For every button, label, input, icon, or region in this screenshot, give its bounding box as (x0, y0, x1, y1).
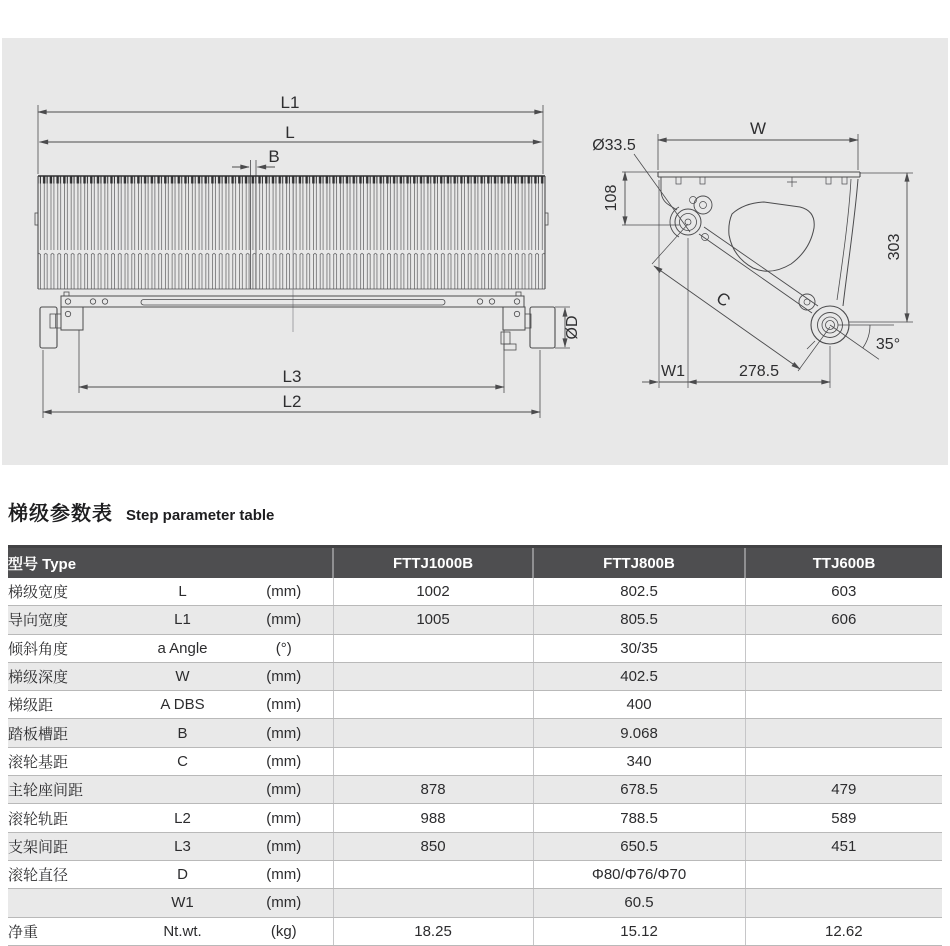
row-symbol-text: L1 (174, 611, 191, 629)
value-fttj1000b (333, 776, 533, 804)
section-title-en: Step parameter table (126, 507, 275, 524)
row-symbol-text: L (178, 583, 187, 601)
front-view (35, 105, 570, 418)
value-text: 788.5 (620, 809, 658, 827)
row-unit (235, 691, 333, 719)
dim-label-dia335: Ø33.5 (592, 137, 636, 154)
value-text: 1005 (416, 611, 450, 629)
row-label (8, 606, 130, 634)
value-ttj600b (745, 889, 942, 917)
dim-label-l3: L3 (282, 367, 302, 386)
value-text: 402.5 (620, 668, 658, 686)
value-ttj600b (745, 578, 942, 606)
row-symbol (130, 578, 235, 606)
step-technical-drawing (2, 38, 948, 465)
value-ttj600b (745, 691, 942, 719)
value-fttj800b (533, 634, 745, 662)
value-fttj1000b (333, 691, 533, 719)
value-fttj1000b (333, 832, 533, 860)
model-header-ttj600b: TTJ600B (745, 547, 942, 579)
value-ttj600b (745, 606, 942, 634)
value-text: 9.068 (620, 724, 658, 742)
type-header: 型号 Type (8, 547, 333, 579)
value-fttj800b (533, 832, 745, 860)
row-symbol-text: B (177, 724, 188, 742)
dim-label-l2: L2 (282, 392, 302, 411)
row-unit (235, 634, 333, 662)
dim-label-l1: L1 (280, 93, 300, 112)
drawing-panel (2, 38, 948, 465)
row-symbol (130, 832, 235, 860)
value-fttj800b (533, 804, 745, 832)
table-row (8, 691, 942, 719)
table-row (8, 747, 942, 775)
row-symbol-text: A DBS (160, 696, 205, 714)
table-row (8, 860, 942, 888)
row-label (8, 578, 130, 606)
row-symbol (130, 719, 235, 747)
row-symbol (130, 776, 235, 804)
row-label-text: 滚轮基距 (8, 753, 69, 771)
value-text: 678.5 (620, 781, 658, 799)
row-symbol-text: L2 (174, 809, 191, 827)
value-text: Φ80/Φ76/Φ70 (591, 866, 687, 884)
row-unit (235, 804, 333, 832)
table-row (8, 776, 942, 804)
row-symbol-text: W1 (171, 894, 194, 912)
value-fttj1000b (333, 634, 533, 662)
value-text: 878 (420, 781, 446, 799)
row-label (8, 719, 130, 747)
row-unit-text: (mm) (266, 668, 302, 686)
value-fttj1000b (333, 917, 533, 945)
row-symbol-text: C (177, 752, 188, 770)
model-header-fttj800b: FTTJ800B (533, 547, 745, 579)
row-unit-text: (mm) (266, 724, 302, 742)
row-symbol (130, 606, 235, 634)
dim-label-b: B (268, 147, 280, 166)
row-label-text: 梯级深度 (8, 669, 69, 687)
value-text: 451 (831, 837, 857, 855)
dim-label-l: L (285, 123, 295, 142)
value-text: 30/35 (620, 639, 658, 657)
dim-label-35deg: 35° (875, 336, 901, 353)
row-unit-text: (mm) (266, 611, 302, 629)
table-row (8, 606, 942, 634)
row-label-text: 梯级宽度 (8, 584, 69, 602)
value-fttj800b (533, 719, 745, 747)
row-unit (235, 917, 333, 945)
row-label-text: 净重 (8, 923, 39, 941)
value-ttj600b (745, 776, 942, 804)
value-ttj600b (745, 917, 942, 945)
dim-label-2785: 278.5 (738, 363, 780, 380)
dim-label-od: ØD (564, 315, 581, 340)
row-unit-text: (mm) (266, 696, 302, 714)
table-body (8, 578, 942, 945)
row-unit (235, 832, 333, 860)
value-text: 805.5 (620, 611, 658, 629)
value-fttj800b (533, 662, 745, 690)
row-unit-text: (°) (275, 639, 292, 657)
value-text: 1002 (416, 583, 450, 601)
side-view (622, 134, 913, 388)
row-unit (235, 889, 333, 917)
value-text: 15.12 (620, 922, 658, 940)
row-symbol-text: L3 (174, 837, 191, 855)
section-title-zh: 梯级参数表 (8, 503, 113, 525)
row-label-text: 梯级距 (8, 697, 54, 715)
row-unit-text: (mm) (266, 866, 302, 884)
row-label (8, 917, 130, 945)
table-row (8, 804, 942, 832)
table-row (8, 832, 942, 860)
table-row (8, 889, 942, 917)
value-text: 988 (420, 809, 446, 827)
row-unit-text: (mm) (266, 781, 302, 799)
row-unit-text: (kg) (270, 922, 297, 940)
value-fttj800b (533, 776, 745, 804)
row-label-text: 主轮座间距 (8, 782, 84, 800)
row-label (8, 747, 130, 775)
row-symbol (130, 860, 235, 888)
row-label-text: 倾斜角度 (8, 640, 69, 658)
row-label (8, 662, 130, 690)
row-label (8, 804, 130, 832)
row-symbol-text: Nt.wt. (163, 922, 202, 940)
value-fttj800b (533, 691, 745, 719)
dim-label-c: C (712, 288, 734, 311)
value-fttj800b (533, 606, 745, 634)
value-fttj1000b (333, 662, 533, 690)
value-text: 606 (831, 611, 857, 629)
row-label-text: 导向宽度 (8, 612, 69, 630)
table-row (8, 634, 942, 662)
value-fttj1000b (333, 804, 533, 832)
row-label (8, 634, 130, 662)
value-text: 60.5 (624, 894, 654, 912)
row-unit-text: (mm) (266, 809, 302, 827)
value-text: 340 (626, 752, 652, 770)
row-label (8, 776, 130, 804)
row-symbol-text: a Angle (157, 639, 208, 657)
step-parameter-table (8, 545, 942, 946)
value-fttj1000b (333, 889, 533, 917)
value-ttj600b (745, 832, 942, 860)
value-ttj600b (745, 719, 942, 747)
row-unit (235, 578, 333, 606)
value-fttj1000b (333, 719, 533, 747)
row-unit-text: (mm) (266, 752, 302, 770)
model-header-fttj1000b: FTTJ1000B (333, 547, 533, 579)
value-fttj800b (533, 889, 745, 917)
table-row (8, 719, 942, 747)
value-text: 12.62 (825, 922, 863, 940)
value-fttj1000b (333, 578, 533, 606)
dim-label-303: 303 (886, 233, 903, 261)
row-unit (235, 747, 333, 775)
value-ttj600b (745, 747, 942, 775)
row-symbol (130, 747, 235, 775)
table-row (8, 578, 942, 606)
value-ttj600b (745, 860, 942, 888)
table-row (8, 917, 942, 945)
value-fttj1000b (333, 747, 533, 775)
table-row (8, 662, 942, 690)
row-label-text: 滚轮轨距 (8, 810, 69, 828)
value-fttj1000b (333, 860, 533, 888)
value-ttj600b (745, 634, 942, 662)
value-fttj800b (533, 917, 745, 945)
row-label-text: 踏板槽距 (8, 725, 69, 743)
row-label (8, 832, 130, 860)
value-fttj800b (533, 747, 745, 775)
row-symbol (130, 662, 235, 690)
dim-label-w1: W1 (661, 363, 685, 380)
dim-label-w: W (749, 119, 767, 138)
side-view-labels (592, 119, 903, 380)
dim-label-108: 108 (603, 184, 620, 212)
value-ttj600b (745, 804, 942, 832)
row-unit (235, 860, 333, 888)
value-text: 802.5 (620, 583, 658, 601)
row-label-text: 支架间距 (8, 838, 69, 856)
value-text: 603 (831, 583, 857, 601)
row-label (8, 860, 130, 888)
row-symbol (130, 917, 235, 945)
row-symbol-text: D (177, 866, 188, 884)
row-label (8, 889, 130, 917)
value-text: 400 (626, 696, 652, 714)
row-symbol (130, 691, 235, 719)
row-unit-text: (mm) (266, 583, 302, 601)
row-unit-text: (mm) (266, 837, 302, 855)
value-text: 479 (831, 781, 857, 799)
row-unit (235, 776, 333, 804)
value-text: 850 (420, 837, 446, 855)
row-label (8, 691, 130, 719)
value-fttj1000b (333, 606, 533, 634)
value-text: 589 (831, 809, 857, 827)
row-unit (235, 662, 333, 690)
row-symbol-text: W (175, 668, 190, 686)
value-ttj600b (745, 662, 942, 690)
section-title (8, 497, 274, 526)
row-unit-text: (mm) (266, 894, 302, 912)
row-unit (235, 606, 333, 634)
row-label-text: 滚轮直径 (8, 867, 69, 885)
value-text: 18.25 (414, 922, 452, 940)
value-fttj800b (533, 860, 745, 888)
row-symbol (130, 634, 235, 662)
value-fttj800b (533, 578, 745, 606)
row-symbol (130, 804, 235, 832)
row-unit (235, 719, 333, 747)
value-text: 650.5 (620, 837, 658, 855)
table-header-row (8, 547, 942, 579)
row-symbol (130, 889, 235, 917)
